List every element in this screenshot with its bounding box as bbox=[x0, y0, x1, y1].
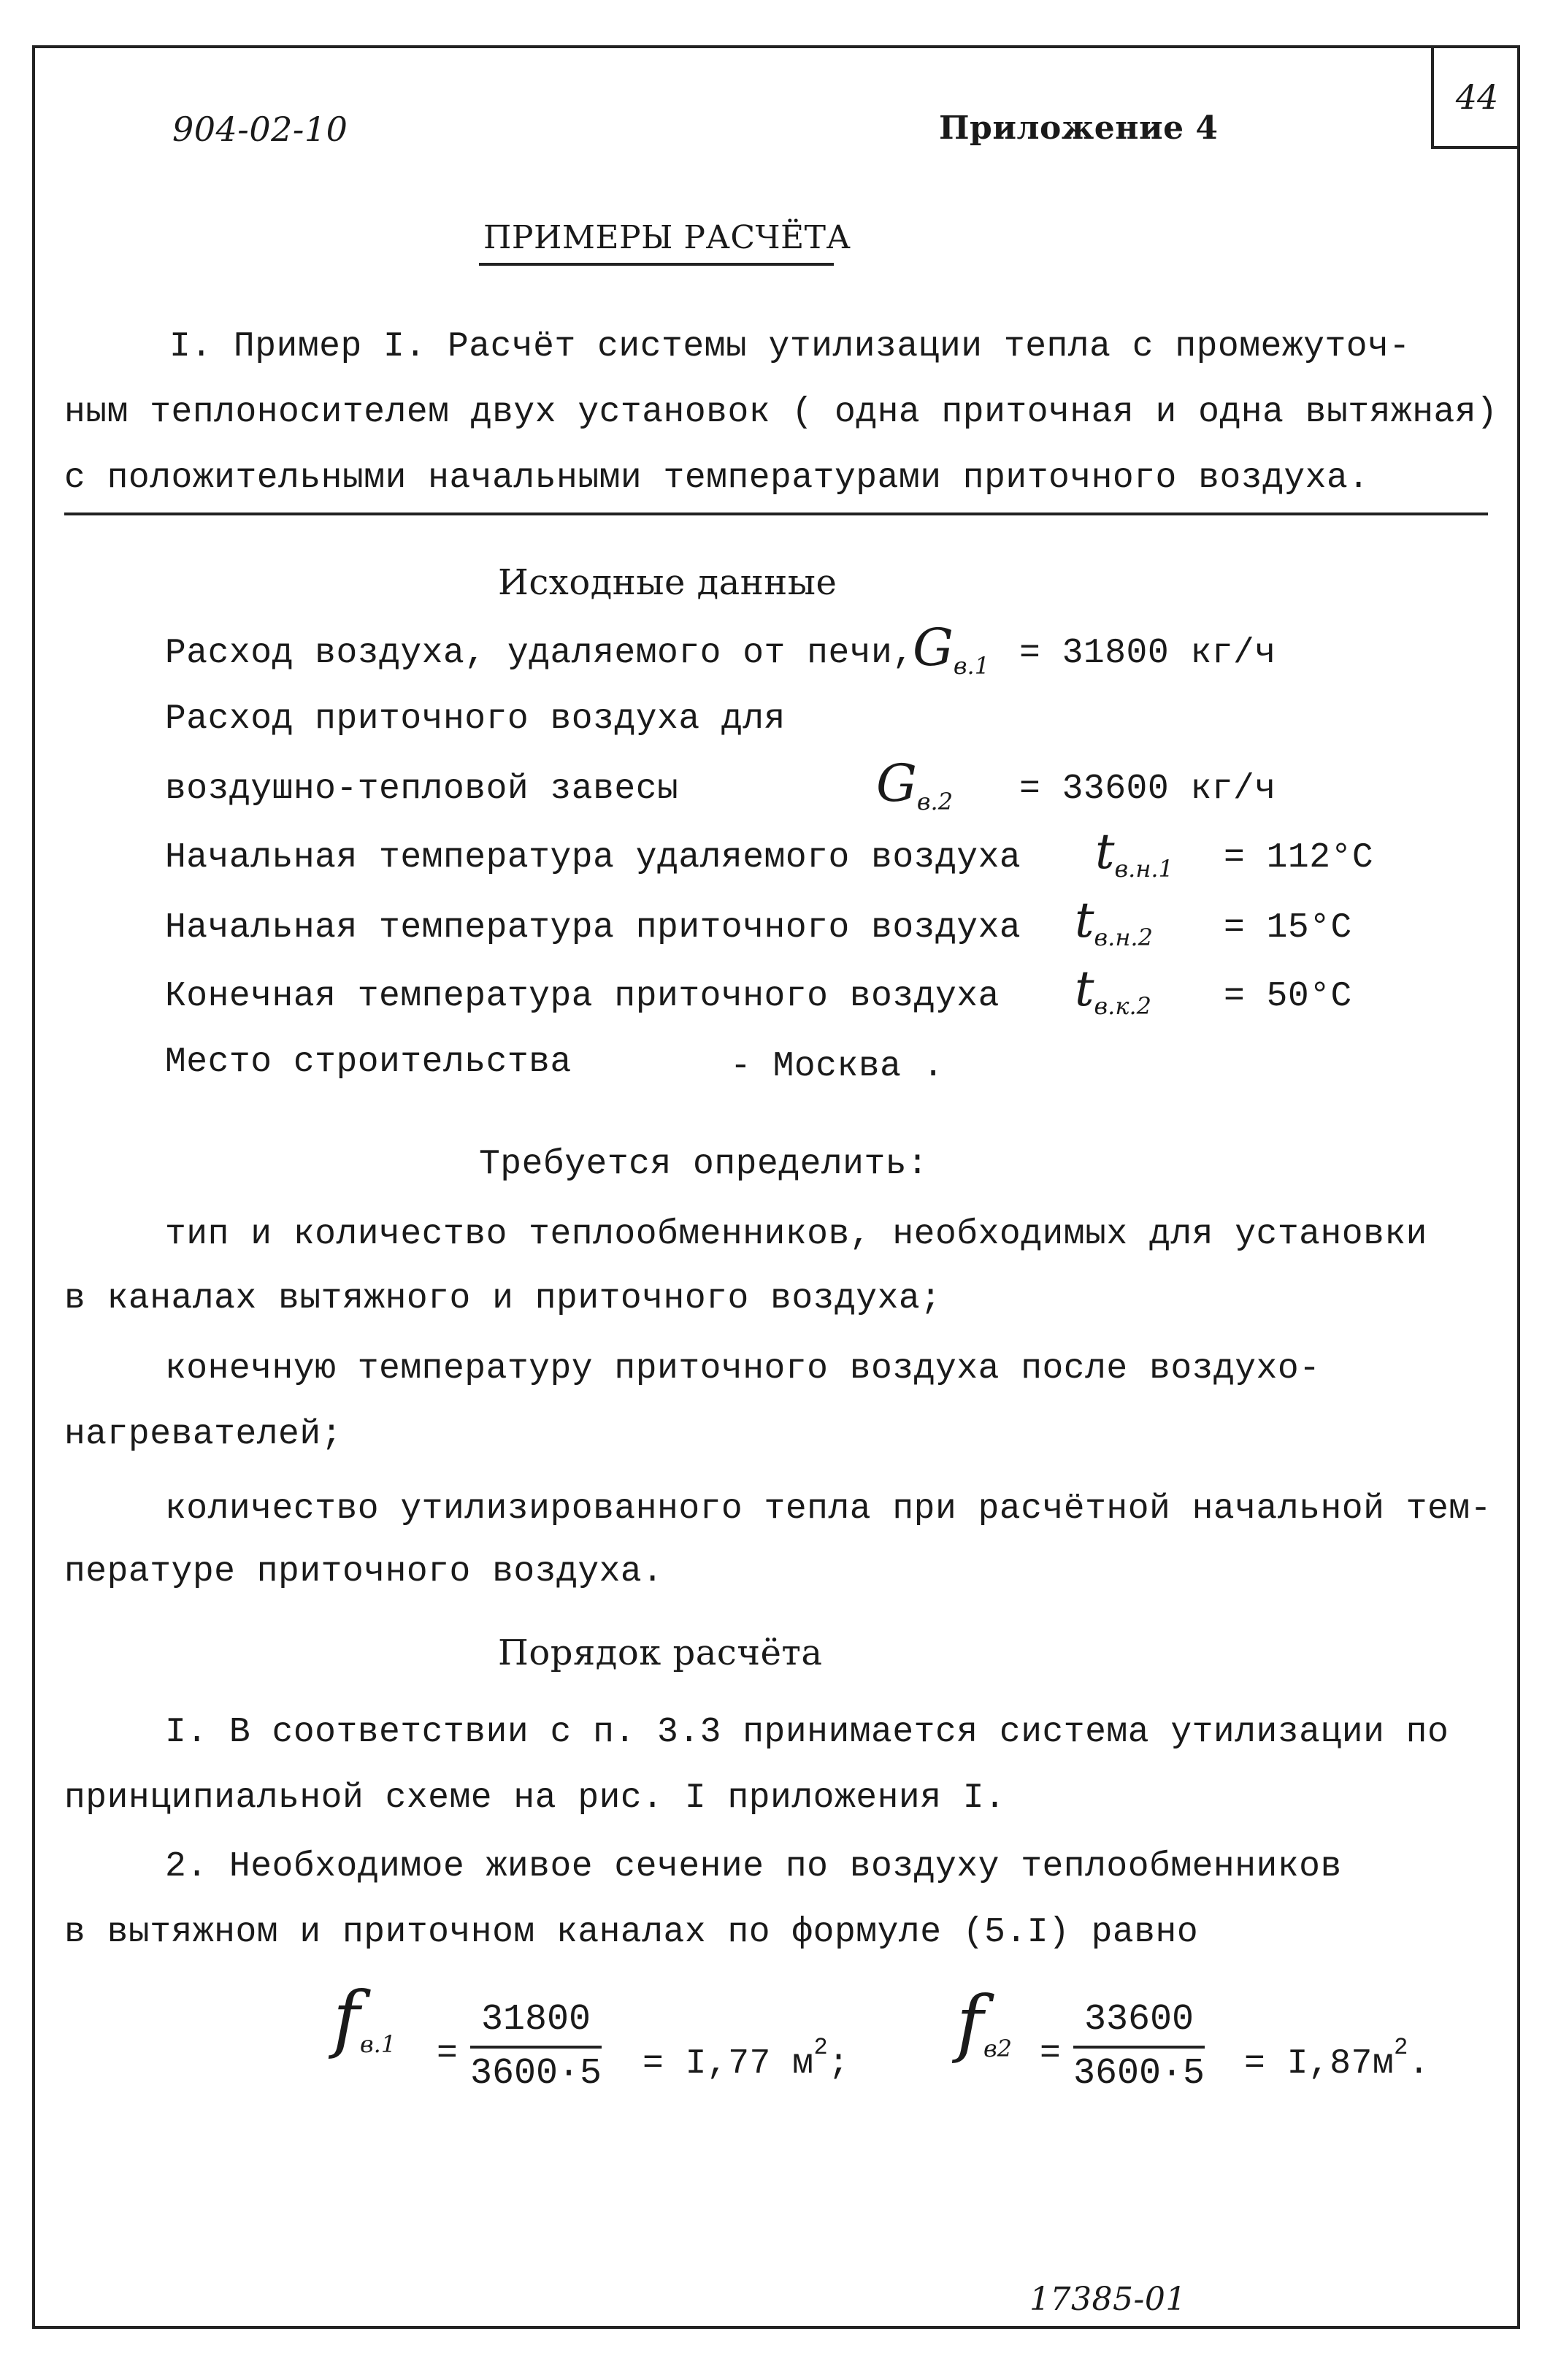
row-location-value: - Москва . bbox=[730, 1047, 945, 1086]
required-item-2-line-1: конечную температуру приточного воздуха после воздухо- bbox=[165, 1349, 1321, 1389]
formula-1-symbol: $f_{в.1}$ bbox=[333, 1976, 396, 2061]
intro-line-3: с положительными начальными температурами приточного воздуха. bbox=[64, 458, 1370, 498]
page-title: ПРИМЕРЫ РАСЧЁТА bbox=[483, 219, 851, 256]
formula-1-denominator: 3600·5 bbox=[470, 2053, 602, 2095]
formula-1-result: = I,77 $м^2$; bbox=[643, 2034, 850, 2084]
procedure-step-1-line-2: принципиальной схеме на рис. I приложения I. bbox=[64, 1778, 1006, 1818]
row-location-label: Место строительства bbox=[165, 1043, 572, 1082]
source-data-heading: Исходные данные bbox=[498, 562, 837, 603]
doc-code: 904-02-10 bbox=[172, 110, 348, 149]
row-supply-end-temp-symbol: $t_{в.к.2}$ bbox=[1075, 961, 1151, 1020]
row-supply-start-temp-label: Начальная температура приточного воздуха bbox=[165, 908, 1021, 948]
title-underline bbox=[479, 263, 834, 266]
row-curtain-symbol: $G_{в.2}$ bbox=[876, 753, 954, 815]
page-frame bbox=[32, 45, 1520, 2329]
formula-2-denominator: 3600·5 bbox=[1073, 2053, 1205, 2095]
footer-code: 17385-01 bbox=[1029, 2281, 1186, 2318]
row-supply-start-temp-value: = 15°C bbox=[1224, 908, 1352, 948]
row-supply-flow-label: Расход приточного воздуха для bbox=[165, 699, 786, 739]
row-exhaust-flow-symbol: $G_{в.1}$ bbox=[913, 618, 990, 680]
procedure-heading: Порядок расчёта bbox=[498, 1632, 823, 1673]
intro-line-1: I. Пример I. Расчёт системы утилизации тепла с промежуточ- bbox=[169, 327, 1411, 366]
formula-1-equals: = bbox=[437, 2034, 459, 2073]
formula-1-numerator: 31800 bbox=[470, 2002, 602, 2049]
row-exhaust-flow-label: Расход воздуха, удаляемого от печи, bbox=[165, 634, 914, 673]
row-exhaust-flow-value: = 31800 кг/ч bbox=[1019, 634, 1276, 673]
row-supply-end-temp-label: Конечная температура приточного воздуха bbox=[165, 977, 1000, 1016]
required-item-3-line-2: пературе приточного воздуха. bbox=[64, 1552, 664, 1592]
required-item-1-line-1: тип и количество теплообменников, необходимых для установки bbox=[165, 1215, 1427, 1254]
required-item-2-line-2: нагревателей; bbox=[64, 1415, 342, 1454]
row-supply-start-temp-symbol: $t_{в.н.2}$ bbox=[1075, 892, 1153, 951]
page-number: 44 bbox=[1455, 77, 1499, 117]
row-exhaust-temp-value: = 112°C bbox=[1224, 838, 1374, 878]
formula-2-fraction bbox=[1073, 1999, 1205, 2095]
row-supply-end-temp-value: = 50°C bbox=[1224, 977, 1352, 1016]
row-exhaust-temp-label: Начальная температура удаляемого воздуха bbox=[165, 838, 1021, 878]
intro-line-2: ным теплоносителем двух установок ( одна приточная и одна вытяжная) bbox=[64, 393, 1498, 432]
row-curtain-label: воздушно-тепловой завесы bbox=[165, 769, 679, 809]
procedure-step-1-line-1: I. В соответствии с п. 3.3 принимается система утилизации по bbox=[165, 1713, 1449, 1752]
appendix-label: Приложение 4 bbox=[939, 110, 1219, 147]
formula-2-symbol: $f_{в2}$ bbox=[956, 1980, 1012, 2065]
row-curtain-value: = 33600 кг/ч bbox=[1019, 769, 1276, 809]
intro-underline bbox=[64, 513, 1488, 515]
row-exhaust-temp-symbol: $t_{в.н.1}$ bbox=[1095, 824, 1173, 883]
formula-1-fraction bbox=[470, 1999, 602, 2095]
required-heading: Требуется определить: bbox=[479, 1145, 929, 1184]
formula-2-numerator: 33600 bbox=[1073, 2002, 1205, 2049]
page-number-box bbox=[1431, 45, 1520, 149]
procedure-step-2-line-1: 2. Необходимое живое сечение по воздуху теплообменников bbox=[165, 1847, 1342, 1886]
formula-2-result: = $I,87м^2$. bbox=[1244, 2034, 1430, 2084]
required-item-3-line-1: количество утилизированного тепла при расчётной начальной тем- bbox=[165, 1489, 1492, 1529]
formula-2-equals: = bbox=[1040, 2034, 1062, 2073]
procedure-step-2-line-2: в вытяжном и приточном каналах по формуле (5.I) равно bbox=[64, 1913, 1199, 1952]
required-item-1-line-2: в каналах вытяжного и приточного воздуха; bbox=[64, 1279, 942, 1318]
